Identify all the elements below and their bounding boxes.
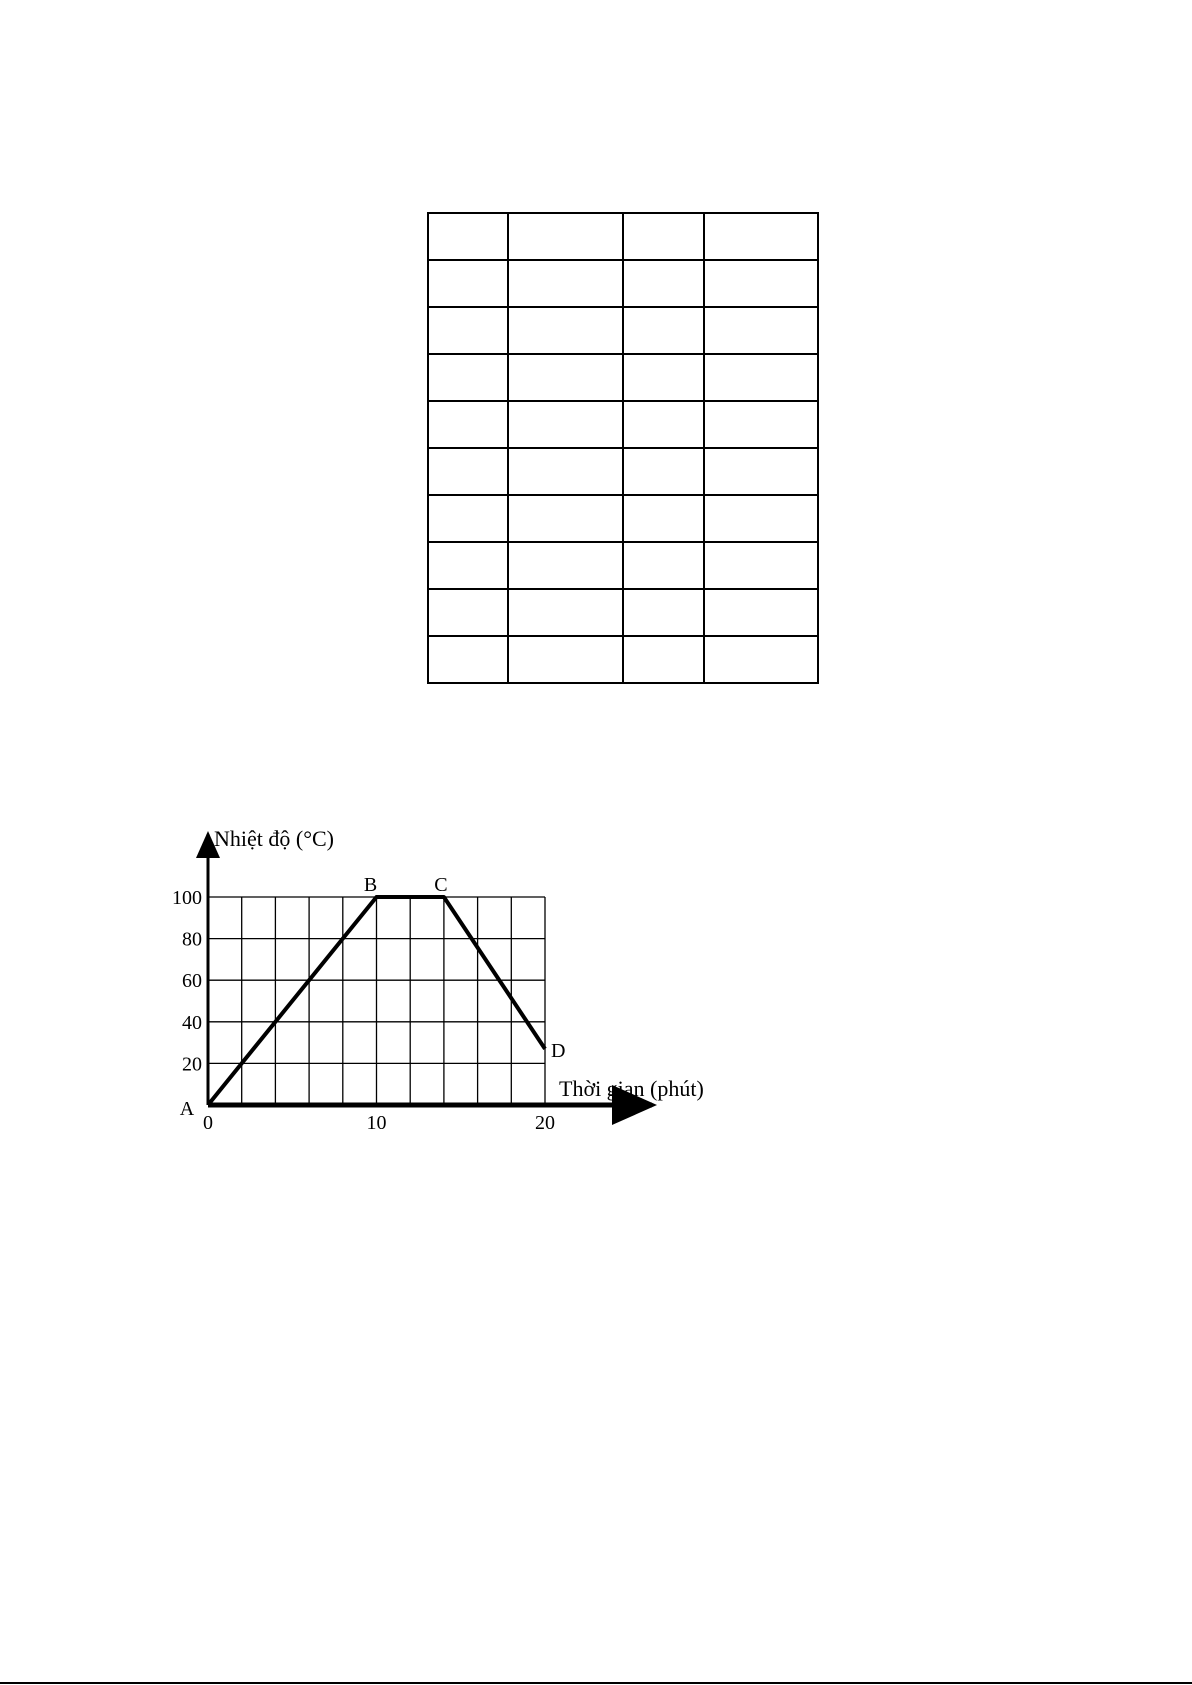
y-tick-label: 60: [182, 970, 202, 993]
y-tick-label: 40: [182, 1011, 202, 1034]
point-label-d: D: [551, 1039, 566, 1062]
point-label-b: B: [363, 874, 378, 896]
point-label-c: C: [434, 874, 448, 896]
page-bottom-rule: [0, 1682, 1192, 1684]
y-axis-title: Nhiệt độ (°C): [214, 826, 335, 851]
y-tick-label: 20: [182, 1053, 202, 1076]
x-tick-label: 0: [203, 1112, 213, 1134]
point-label-a: A: [179, 1098, 195, 1120]
y-tick-label: 80: [182, 928, 202, 951]
x-tick-label: 20: [535, 1112, 555, 1134]
y-tick-label: 100: [172, 887, 202, 909]
x-tick-label: 10: [366, 1112, 387, 1134]
x-axis-title: Thời gian (phút): [559, 1076, 704, 1101]
